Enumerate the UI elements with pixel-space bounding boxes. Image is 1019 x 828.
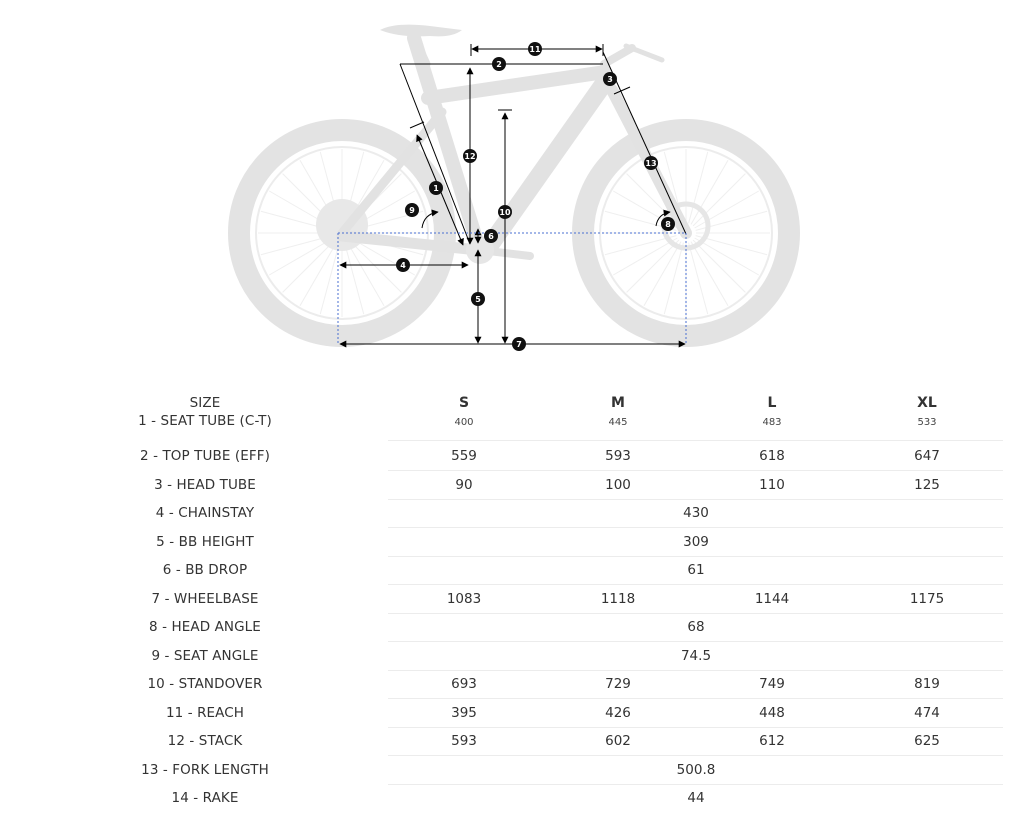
value-l: 612 xyxy=(759,733,785,749)
table-row xyxy=(0,703,1019,731)
handlebar xyxy=(626,46,662,60)
value-l: 110 xyxy=(759,476,785,493)
seat-tube-l: 483 xyxy=(762,417,782,428)
value-xl: 647 xyxy=(914,448,940,464)
row-label: 12 - STACK xyxy=(167,733,243,749)
bike-geometry-diagram xyxy=(0,0,1019,370)
svg-text:7: 7 xyxy=(516,340,522,349)
badge-9 xyxy=(405,203,419,217)
value-all-sizes: 44 xyxy=(687,790,705,806)
svg-text:4: 4 xyxy=(400,261,406,270)
badge-3 xyxy=(603,72,617,86)
badge-2 xyxy=(492,57,506,71)
top-tube xyxy=(428,72,605,98)
badge-6 xyxy=(484,229,498,243)
value-s: 559 xyxy=(451,448,477,464)
row-label: 7 - WHEELBASE xyxy=(151,590,259,607)
value-all-sizes: 74.5 xyxy=(680,647,712,664)
value-xl: 625 xyxy=(914,733,940,749)
value-xl: 1175 xyxy=(909,590,945,607)
row-label: 14 - RAKE xyxy=(171,790,239,806)
value-all-sizes: 68 xyxy=(687,619,705,635)
size-header-label: SIZE xyxy=(189,395,221,411)
saddle xyxy=(380,25,462,37)
row-label: 4 - CHAINSTAY xyxy=(155,505,255,521)
table-row xyxy=(0,532,1019,560)
badge-12 xyxy=(463,149,477,163)
svg-text:12: 12 xyxy=(464,152,476,161)
value-all-sizes: 500.8 xyxy=(676,761,716,778)
badge-10 xyxy=(498,205,512,219)
seat-tube-m: 445 xyxy=(608,417,628,428)
value-m: 426 xyxy=(605,704,631,721)
value-m: 729 xyxy=(605,676,631,692)
svg-text:1: 1 xyxy=(433,184,439,193)
value-m: 593 xyxy=(605,448,631,464)
row-label: 6 - BB DROP xyxy=(162,562,248,578)
row-label: 5 - BB HEIGHT xyxy=(156,533,254,550)
table-row xyxy=(0,503,1019,531)
row-label: 2 - TOP TUBE (EFF) xyxy=(140,448,270,464)
seat-tube-label: 1 - SEAT TUBE (C-T) xyxy=(138,413,272,429)
bike-silhouette xyxy=(239,25,789,336)
size-m-header: M xyxy=(611,395,625,411)
svg-text:2: 2 xyxy=(496,60,502,69)
value-s: 90 xyxy=(455,476,473,493)
row-label: 9 - SEAT ANGLE xyxy=(151,647,259,664)
table-row xyxy=(0,446,1019,474)
stem xyxy=(604,48,632,64)
value-s: 1083 xyxy=(446,590,482,607)
badge-7 xyxy=(512,337,526,351)
svg-text:13: 13 xyxy=(645,159,657,168)
value-all-sizes: 430 xyxy=(683,505,709,521)
row-label: 8 - HEAD ANGLE xyxy=(149,619,261,635)
table-row xyxy=(0,617,1019,645)
badge-4 xyxy=(396,258,410,272)
table-row xyxy=(0,788,1019,816)
table-row xyxy=(0,646,1019,674)
size-s-header: S xyxy=(458,395,470,411)
svg-text:8: 8 xyxy=(665,220,671,229)
badge-13 xyxy=(644,156,658,170)
value-all-sizes: 309 xyxy=(683,533,709,550)
row-label: 13 - FORK LENGTH xyxy=(141,761,269,778)
badge-5 xyxy=(471,292,485,306)
table-row xyxy=(0,560,1019,588)
row-label: 3 - HEAD TUBE xyxy=(154,476,256,493)
value-xl: 819 xyxy=(914,676,940,692)
value-l: 448 xyxy=(759,704,785,721)
seat-tube-xl: 533 xyxy=(917,417,937,428)
table-row xyxy=(0,731,1019,759)
table-row xyxy=(0,589,1019,617)
chain-stay xyxy=(342,236,478,250)
value-l: 749 xyxy=(759,676,785,692)
size-l-header: L xyxy=(767,395,777,411)
value-s: 395 xyxy=(451,704,477,721)
value-all-sizes: 61 xyxy=(687,562,705,578)
svg-text:11: 11 xyxy=(529,45,541,54)
value-l: 1144 xyxy=(754,590,790,607)
badge-11 xyxy=(528,42,542,56)
svg-text:10: 10 xyxy=(499,208,511,217)
svg-text:6: 6 xyxy=(488,232,494,241)
table-row xyxy=(0,475,1019,503)
table-row xyxy=(0,760,1019,788)
value-xl: 125 xyxy=(914,476,940,493)
seat-tube-s: 400 xyxy=(454,417,474,428)
badge-8 xyxy=(661,217,675,231)
value-xl: 474 xyxy=(914,704,940,721)
value-s: 693 xyxy=(451,676,477,692)
value-s: 593 xyxy=(451,733,477,749)
badge-1 xyxy=(429,181,443,195)
value-l: 618 xyxy=(759,448,785,464)
value-m: 100 xyxy=(605,476,631,493)
value-m: 602 xyxy=(605,733,631,749)
row-label: 11 - REACH xyxy=(165,704,245,721)
value-m: 1118 xyxy=(600,590,636,607)
row-label: 10 - STANDOVER xyxy=(147,676,263,692)
svg-text:9: 9 xyxy=(409,206,415,215)
svg-text:3: 3 xyxy=(607,75,613,84)
table-row xyxy=(0,674,1019,702)
size-xl-header: XL xyxy=(917,395,937,411)
svg-text:5: 5 xyxy=(475,295,481,304)
